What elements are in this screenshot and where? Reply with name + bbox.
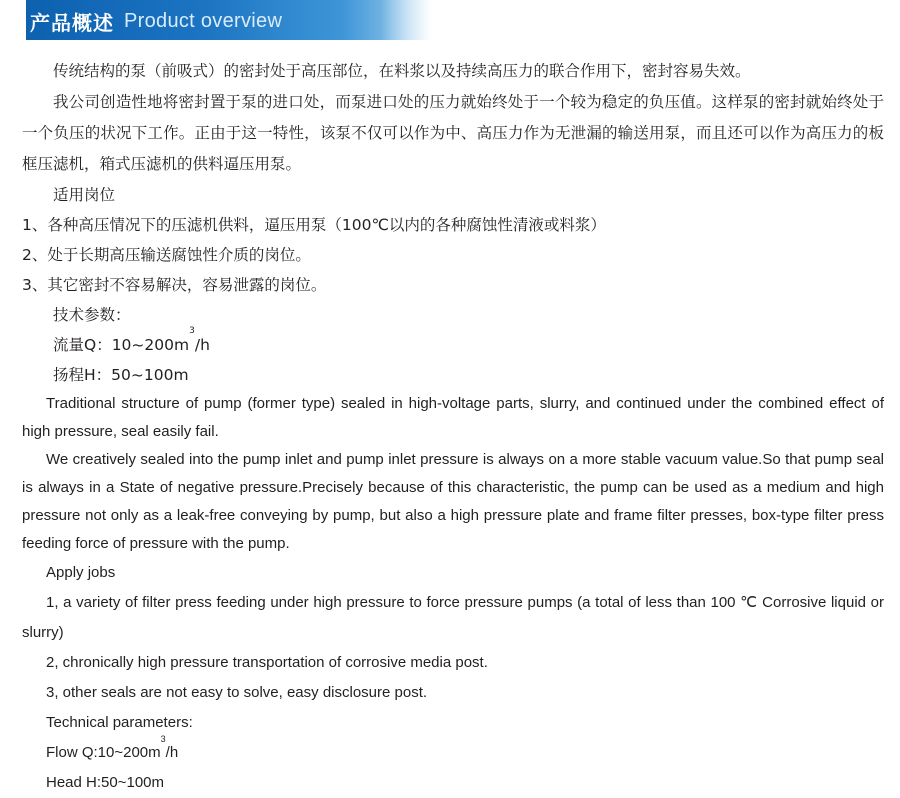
- list-item-en-1: 1, a variety of filter press feeding under high pressure to force pressure pumps (a total of less than 100 ℃ Corrosive liquid or slurry): [22, 594, 884, 641]
- paragraph-cn-1: 传统结构的泵（前吸式）的密封处于高压部位，在料浆以及持续高压力的联合作用下，密封容易失效。: [53, 62, 751, 80]
- header-banner-notch: [0, 0, 26, 40]
- list-item-cn-1: 1、各种高压情况下的压滤机供料，逼压用泵（100℃以内的各种腐蚀性清液或料浆）: [22, 216, 606, 234]
- param-cn-flow-label: 流量Q：10~200m: [53, 336, 190, 354]
- list-item-cn-3: 3、其它密封不容易解决，容易泄露的岗位。: [22, 276, 327, 294]
- paragraph-en-1: Traditional structure of pump (former type) sealed in high-voltage parts, slurry, and continued under the combined effect of high pressure, seal easily fail.: [22, 395, 884, 440]
- document-body: [0, 42, 900, 798]
- heading-en-apply-jobs: Apply jobs: [46, 564, 116, 581]
- param-cn-head: 扬程H：50~100m: [53, 366, 189, 384]
- param-cn-flow-unit: /h: [194, 336, 210, 354]
- param-cn-flow-exponent: 3: [189, 326, 195, 337]
- param-en-flow-exponent: 3: [160, 734, 166, 745]
- page-title-cn: 产品概述: [30, 12, 114, 35]
- list-item-cn-2: 2、处于长期高压输送腐蚀性介质的岗位。: [22, 246, 311, 264]
- heading-cn-technical-parameters: 技术参数：: [53, 306, 131, 324]
- param-en-flow-unit: /h: [165, 744, 179, 761]
- section-header: [0, 0, 900, 42]
- heading-en-technical-parameters: Technical parameters:: [46, 714, 193, 731]
- param-en-flow: [22, 734, 884, 768]
- page-title-en: Product overview: [124, 9, 283, 32]
- list-item-en-2: 2, chronically high pressure transportation of corrosive media post.: [46, 654, 488, 671]
- header-title-group: [30, 6, 282, 36]
- paragraph-cn-2: 我公司创造性地将密封置于泵的进口处，而泵进口处的压力就始终处于一个较为稳定的负压值。这样泵的密封就始终处于一个负压的状况下工作。正由于这一特性，该泵不仅可以作为中、高压力作为无泄漏的输送用泵，而且还可以作为高压力的板框压滤机，箱式压滤机的供料逼压用泵。: [22, 93, 884, 173]
- heading-cn-apply-jobs: 适用岗位: [53, 186, 116, 204]
- list-item-en-3: 3, other seals are not easy to solve, easy disclosure post.: [46, 684, 428, 701]
- param-en-flow-label: Flow Q:10~200m: [46, 744, 161, 761]
- paragraph-en-2: We creatively sealed into the pump inlet and pump inlet pressure is always on a more stable vacuum value.So that pump seal is always in a State of negative pressure.Precisely because of this characteristic, the pump can be used as a medium and high pressure not only as a leak-free conveying by pump, but also a high pressure plate and frame filter presses, box-type filter press feeding force of pressure with the pump.: [22, 451, 884, 552]
- param-cn-flow: [22, 326, 884, 360]
- param-en-head: Head H:50~100m: [46, 774, 164, 791]
